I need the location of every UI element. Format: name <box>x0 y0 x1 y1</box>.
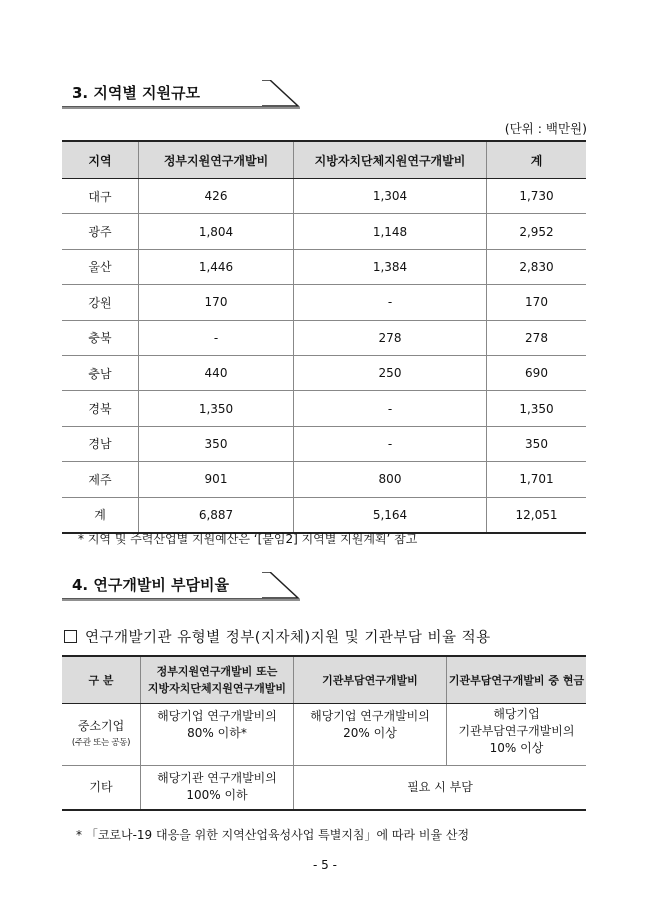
amount-cell: 690 <box>487 355 587 390</box>
table-row <box>62 285 586 320</box>
amount-cell: 2,952 <box>487 214 587 249</box>
table-header-row <box>62 656 586 704</box>
cell-other-merged: 필요 시 부담 <box>294 766 587 810</box>
amount-cell: 350 <box>139 426 294 461</box>
table-row-total <box>62 497 586 533</box>
amount-cell: - <box>294 426 487 461</box>
cell-sme-cash <box>447 704 587 766</box>
cell-other-gov <box>141 766 294 810</box>
cell-line: 해당기업 <box>493 707 540 721</box>
page-number: - 5 - <box>313 858 337 872</box>
region-cell: 광주 <box>62 214 139 249</box>
amount-cell: 5,164 <box>294 497 487 533</box>
col-header-gov-support <box>141 656 294 704</box>
checkbox-square-icon <box>64 630 77 643</box>
amount-cell: 440 <box>139 355 294 390</box>
section-3-header <box>62 80 302 110</box>
header-line: 정부지원연구개발비 또는 <box>156 665 278 678</box>
col-header-inst-burden: 기관부담연구개발비 <box>294 656 447 704</box>
regional-budget-table <box>62 140 586 534</box>
table-row <box>62 462 586 497</box>
amount-cell: 1,304 <box>294 179 487 214</box>
amount-cell: - <box>294 285 487 320</box>
cell-line: 20% 이상 <box>343 726 397 740</box>
region-cell: 울산 <box>62 249 139 284</box>
cell-line: 10% 이상 <box>489 741 544 755</box>
amount-cell: 1,384 <box>294 249 487 284</box>
row-label-other: 기타 <box>62 766 141 810</box>
region-cell: 제주 <box>62 462 139 497</box>
region-cell: 강원 <box>62 285 139 320</box>
amount-cell: - <box>139 320 294 355</box>
checkbox-item <box>64 626 491 647</box>
table-row <box>62 214 586 249</box>
cost-ratio-table <box>62 655 586 811</box>
table-row <box>62 179 586 214</box>
region-cell: 충북 <box>62 320 139 355</box>
table-row <box>62 355 586 390</box>
table-header-row <box>62 141 586 179</box>
cell-line: 100% 이하 <box>186 788 248 803</box>
cell-line: 해당기관 연구개발비의 <box>157 771 277 786</box>
amount-cell: 901 <box>139 462 294 497</box>
region-cell: 계 <box>62 497 139 533</box>
region-cell: 경남 <box>62 426 139 461</box>
row-label-text: 중소기업 <box>77 718 125 733</box>
amount-cell: 1,804 <box>139 214 294 249</box>
section-3-title: 3. 지역별 지원규모 <box>72 84 201 102</box>
note-regional-budget: * 지역 및 주력산업별 지원예산은 ‘[붙임2] 지역별 지원계획’ 참고 <box>78 532 418 546</box>
section-4-header <box>62 572 302 602</box>
amount-cell: 2,830 <box>487 249 587 284</box>
table-row-other <box>62 766 586 810</box>
amount-cell: 426 <box>139 179 294 214</box>
unit-label: (단위 : 백만원) <box>504 121 587 136</box>
amount-cell: 6,887 <box>139 497 294 533</box>
table-row-sme <box>62 704 586 766</box>
cell-sme-gov <box>141 704 294 766</box>
checkbox-item-text: 연구개발기관 유형별 정부(지자체)지원 및 기관부담 비율 적용 <box>85 630 491 646</box>
section-4-title: 4. 연구개발비 부담비율 <box>72 576 229 594</box>
amount-cell: 800 <box>294 462 487 497</box>
amount-cell: 12,051 <box>487 497 587 533</box>
amount-cell: 1,350 <box>487 391 587 426</box>
col-header-category: 구 분 <box>62 656 141 704</box>
amount-cell: - <box>294 391 487 426</box>
table-row <box>62 320 586 355</box>
row-sublabel-text: (주관 또는 공동) <box>71 737 131 748</box>
amount-cell: 1,148 <box>294 214 487 249</box>
table-row <box>62 426 586 461</box>
col-header-gov: 정부지원연구개발비 <box>139 141 294 179</box>
region-cell: 대구 <box>62 179 139 214</box>
table-row <box>62 391 586 426</box>
col-header-total: 계 <box>487 141 587 179</box>
region-cell: 충남 <box>62 355 139 390</box>
cell-line: 80% 이하* <box>187 726 247 740</box>
table-row <box>62 249 586 284</box>
header-line: 지방자치단체지원연구개발비 <box>147 682 287 695</box>
col-header-region: 지역 <box>62 141 139 179</box>
amount-cell: 1,730 <box>487 179 587 214</box>
cell-line: 해당기업 연구개발비의 <box>157 709 277 723</box>
amount-cell: 350 <box>487 426 587 461</box>
amount-cell: 1,446 <box>139 249 294 284</box>
col-header-local: 지방자치단체지원연구개발비 <box>294 141 487 179</box>
col-header-inst-cash: 기관부담연구개발비 중 현금 <box>447 656 587 704</box>
amount-cell: 1,350 <box>139 391 294 426</box>
cell-line: 해당기업 연구개발비의 <box>310 709 430 723</box>
note-ratio-basis: * 「코로나-19 대응을 위한 지역산업육성사업 특별지침」에 따라 비율 산정 <box>76 828 470 842</box>
cell-sme-inst <box>294 704 447 766</box>
cell-line: 기관부담연구개발비의 <box>458 724 575 738</box>
region-cell: 경북 <box>62 391 139 426</box>
row-label-sme <box>62 704 141 766</box>
amount-cell: 170 <box>139 285 294 320</box>
amount-cell: 278 <box>294 320 487 355</box>
amount-cell: 1,701 <box>487 462 587 497</box>
amount-cell: 278 <box>487 320 587 355</box>
amount-cell: 250 <box>294 355 487 390</box>
amount-cell: 170 <box>487 285 587 320</box>
